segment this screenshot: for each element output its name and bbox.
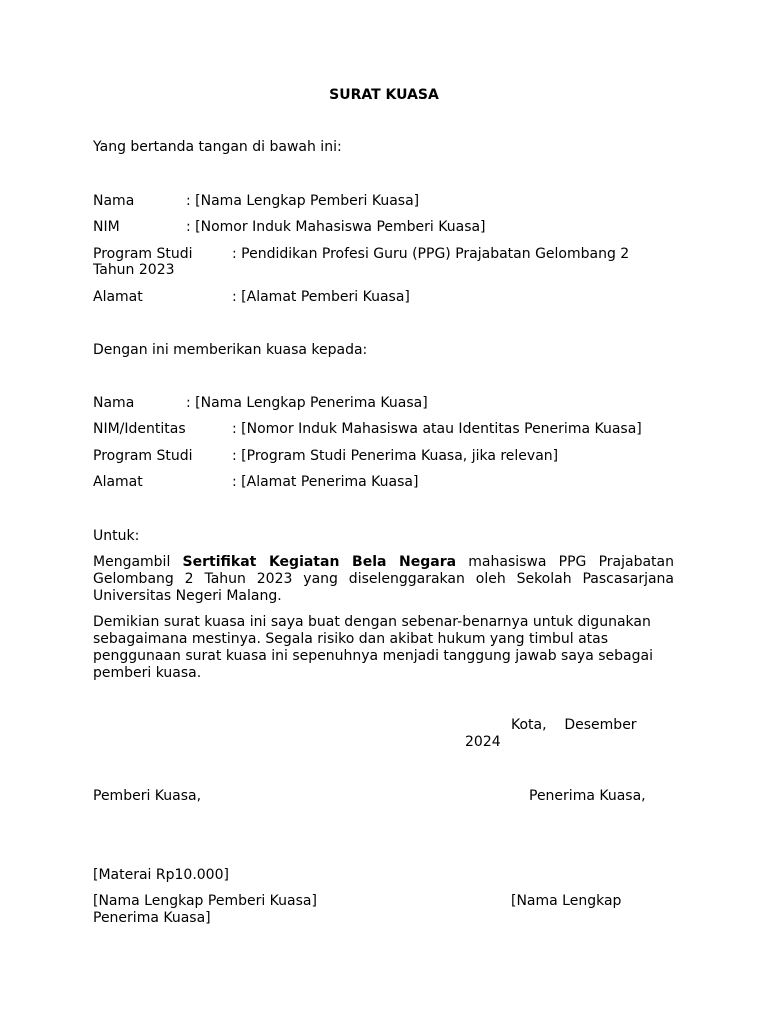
giver-nim-row (93, 219, 486, 236)
receiver-name-label: Nama (93, 395, 135, 411)
receiver-program-value: : [Program Studi Penerima Kuasa, jika relevan] (232, 448, 559, 464)
giver-nim-value: : [Nomor Induk Mahasiswa Pemberi Kuasa] (186, 219, 486, 235)
transfer-text: Dengan ini memberikan kuasa kepada: (93, 342, 368, 358)
receiver-nim-row (93, 421, 642, 438)
giver-name-value: : [Nama Lengkap Pemberi Kuasa] (186, 193, 420, 209)
receiver-signature-name-line1: [Nama Lengkap (511, 893, 622, 909)
giver-signature-label: Pemberi Kuasa, (93, 788, 202, 804)
receiver-nim-label: NIM/Identitas (93, 421, 186, 437)
giver-address-label: Alamat (93, 289, 143, 305)
giver-program-value: : Pendidikan Profesi Guru (PPG) Prajabatan Gelombang 2 (232, 246, 630, 262)
place-date-line2: 2024 (465, 734, 501, 750)
receiver-program-row (93, 448, 558, 465)
purpose-label: Untuk: (93, 528, 140, 544)
purpose-paragraph (93, 554, 674, 605)
stamp-placeholder: [Materai Rp10.000] (93, 867, 229, 883)
receiver-program-label: Program Studi (93, 448, 193, 464)
giver-address-value: : [Alamat Pemberi Kuasa] (232, 289, 410, 305)
closing-paragraph: Demikian surat kuasa ini saya buat dengan sebenar-benarnya untuk digunakan sebagaimana mestinya. Segala risiko dan akibat hukum yang timbul atas penggunaan surat kuasa ini sepenuhnya menjadi tanggung jawab saya sebagai pemberi kuasa. (93, 614, 653, 681)
giver-program-row (93, 246, 629, 263)
giver-nim-label: NIM (93, 219, 120, 235)
purpose-text-after: mahasiswa PPG Prajabatan Gelombang 2 Tahun 2023 yang diselenggarakan oleh Sekolah Pascasarjana Universitas Negeri Malang. (93, 554, 674, 604)
giver-signature-name: [Nama Lengkap Pemberi Kuasa] (93, 893, 317, 909)
receiver-address-label: Alamat (93, 474, 143, 490)
giver-name-label: Nama (93, 193, 135, 209)
receiver-address-row (93, 474, 418, 491)
giver-program-label: Program Studi (93, 246, 193, 262)
purpose-text-before: Mengambil (93, 554, 183, 570)
receiver-nim-value: : [Nomor Induk Mahasiswa atau Identitas Penerima Kuasa] (232, 421, 642, 437)
intro-text: Yang bertanda tangan di bawah ini: (93, 139, 342, 155)
receiver-name-value: : [Nama Lengkap Penerima Kuasa] (186, 395, 428, 411)
receiver-address-value: : [Alamat Penerima Kuasa] (232, 474, 419, 490)
giver-program-continuation: Tahun 2023 (93, 262, 175, 278)
document-title: SURAT KUASA (329, 87, 439, 103)
giver-address-row (93, 289, 410, 306)
purpose-certificate-name: Sertifikat Kegiatan Bela Negara (182, 554, 457, 570)
giver-name-row (93, 193, 419, 210)
receiver-name-row (93, 395, 428, 412)
receiver-signature-name-line2: Penerima Kuasa] (93, 910, 211, 926)
receiver-signature-label: Penerima Kuasa, (529, 788, 646, 804)
place-date-line1: Kota, Desember (511, 717, 637, 733)
